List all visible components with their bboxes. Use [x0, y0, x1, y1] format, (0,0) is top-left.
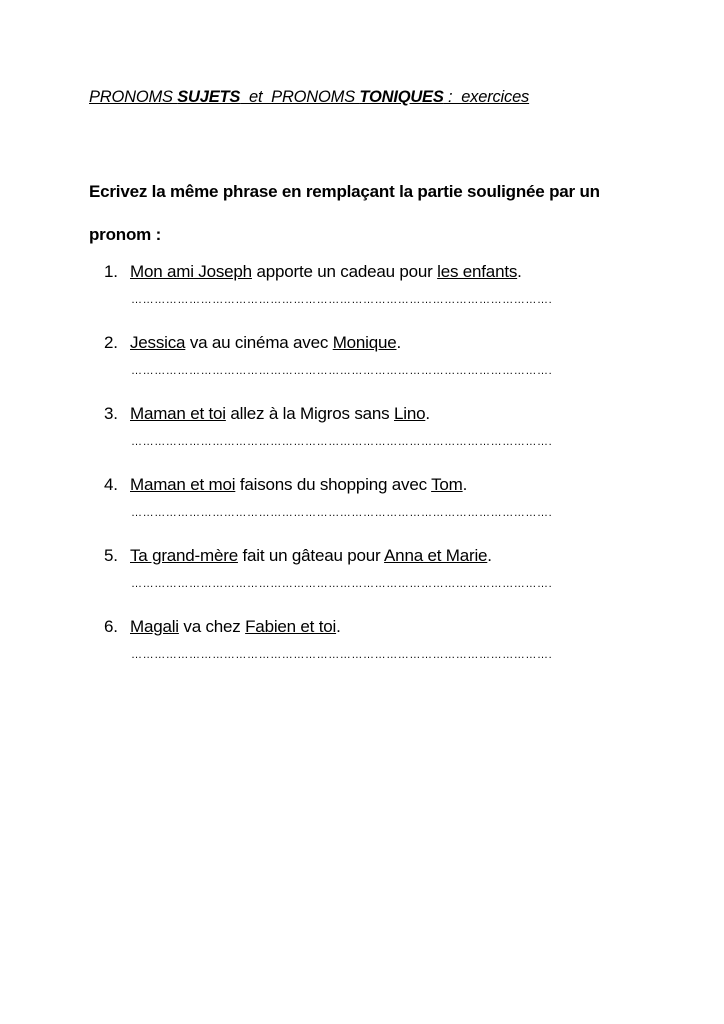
instruction-text: Ecrivez la même phrase en remplaçant la partie soulignée par un pronom : — [89, 182, 600, 244]
underlined-phrase: Jessica — [130, 333, 186, 352]
sentence-text: . — [462, 475, 468, 494]
underlined-phrase: Monique — [332, 333, 397, 352]
title-part-sujets: SUJETS — [177, 88, 241, 106]
exercise-item — [0, 398, 724, 469]
sentence-text: . — [396, 333, 402, 352]
underlined-phrase: les enfants — [437, 262, 518, 281]
underlined-phrase: Lino — [393, 404, 426, 423]
exercise-item — [0, 256, 724, 327]
exercise-number: 4. — [104, 475, 118, 494]
exercise-item — [0, 469, 724, 540]
exercise-number: 2. — [104, 333, 118, 352]
exercise-item — [0, 327, 724, 398]
sentence-text: va chez — [178, 617, 246, 636]
title-part-toniques: TONIQUES — [359, 88, 444, 106]
underlined-phrase: Fabien et toi — [245, 617, 337, 636]
underlined-phrase: Tom — [431, 475, 463, 494]
answer-line[interactable]: ………………………………………………………………………………………………. — [131, 294, 553, 306]
title-part-et-pronoms: et PRONOMS — [240, 88, 360, 106]
exercise-sentence — [130, 404, 430, 424]
exercise-number: 6. — [104, 617, 118, 636]
answer-line[interactable]: ………………………………………………………………………………………………. — [131, 578, 553, 590]
sentence-text: allez à la Migros sans — [225, 404, 394, 423]
underlined-phrase: Ta grand-mère — [130, 546, 238, 565]
sentence-text: . — [487, 546, 492, 565]
answer-line[interactable]: ………………………………………………………………………………………………. — [131, 507, 553, 519]
sentence-text: apporte un cadeau pour — [251, 262, 438, 281]
exercise-sentence — [130, 617, 341, 637]
answer-line[interactable]: ………………………………………………………………………………………………. — [131, 365, 553, 377]
sentence-text: fait un gâteau pour — [237, 546, 385, 565]
title-part-pronoms: PRONOMS — [89, 88, 178, 106]
exercise-number: 3. — [104, 404, 118, 423]
sentence-text: . — [336, 617, 341, 636]
exercise-item — [0, 611, 724, 682]
underlined-phrase: Maman et moi — [130, 475, 236, 494]
sentence-text: va au cinéma avec — [185, 333, 333, 352]
answer-line[interactable]: ………………………………………………………………………………………………. — [131, 436, 553, 448]
exercise-sentence — [130, 475, 467, 495]
underlined-phrase: Anna et Marie — [384, 546, 488, 565]
sentence-text: . — [425, 404, 430, 423]
sentence-text: . — [517, 262, 522, 281]
underlined-phrase: Maman et toi — [130, 404, 226, 423]
exercise-sentence — [130, 546, 492, 566]
exercise-item — [0, 540, 724, 611]
underlined-phrase: Magali — [130, 617, 179, 636]
worksheet-title — [89, 88, 529, 107]
exercise-number: 1. — [104, 262, 118, 281]
sentence-text: faisons du shopping avec — [235, 475, 432, 494]
exercise-sentence — [130, 333, 401, 353]
exercise-sentence — [130, 262, 522, 282]
underlined-phrase: Mon ami Joseph — [130, 262, 252, 281]
exercise-list — [0, 256, 724, 682]
exercise-number: 5. — [104, 546, 118, 565]
title-part-exercices: : exercices — [443, 88, 530, 106]
answer-line[interactable]: ………………………………………………………………………………………………. — [131, 649, 553, 661]
